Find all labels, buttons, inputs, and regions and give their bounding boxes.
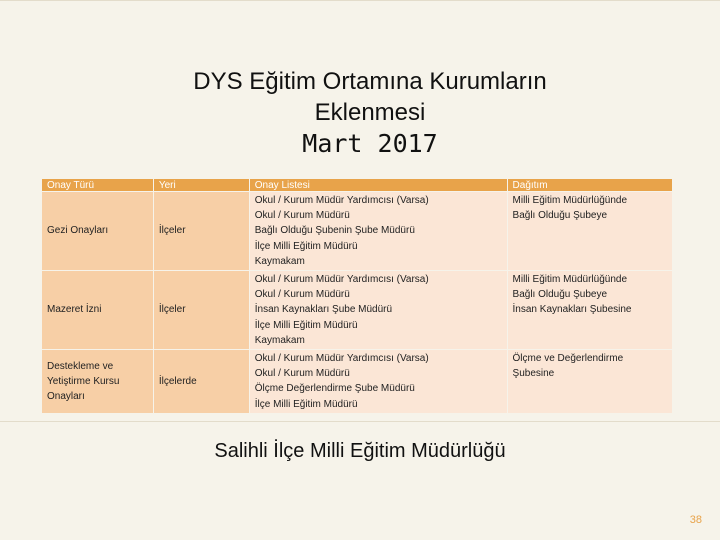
row-approvals <box>249 350 507 414</box>
approval-line: İlçe Milli Eğitim Müdürü <box>254 398 358 410</box>
frame-top-border <box>0 0 720 1</box>
approval-line: Ölçme Değerlendirme Şube Müdürü <box>254 383 415 395</box>
approval-line: Okul / Kurum Müdür Yardımcısı (Varsa) <box>254 353 429 365</box>
header-type: Onay Türü <box>42 179 154 192</box>
row-approvals <box>249 271 507 350</box>
distribution-line: Bağlı Olduğu Şubeye <box>512 289 608 301</box>
distribution-line: Milli Eğitim Müdürlüğünde <box>512 195 628 206</box>
title-line-3: Mart 2017 <box>302 129 438 158</box>
row-approvals <box>249 192 507 271</box>
row-distribution <box>507 350 672 414</box>
approval-line: İnsan Kaynakları Şube Müdürü <box>254 304 393 316</box>
approval-line: Kaymakam <box>254 334 305 346</box>
frame-divider <box>0 421 720 422</box>
distribution-line: Ölçme ve Değerlendirme <box>512 353 624 365</box>
slide-title <box>150 66 590 159</box>
approval-line: İlçe Milli Eğitim Müdürü <box>254 319 358 331</box>
row-place: İlçelerde <box>153 350 249 414</box>
row-place: İlçeler <box>153 271 249 350</box>
approval-line: Kaymakam <box>254 255 305 267</box>
table-row <box>42 192 673 271</box>
distribution-line: Bağlı Olduğu Şubeye <box>512 210 608 222</box>
approval-line: Okul / Kurum Müdürü <box>254 368 350 380</box>
header-distribution: Dağıtım <box>507 179 672 192</box>
title-line-2: Eklenmesi <box>314 99 426 126</box>
table-row <box>42 350 673 414</box>
footer-institution: Salihli İlçe Milli Eğitim Müdürlüğü <box>214 440 506 462</box>
row-distribution <box>507 271 672 350</box>
header-place: Yeri <box>153 179 249 192</box>
title-line-1: DYS Eğitim Ortamına Kurumların <box>193 68 547 95</box>
table-header-row <box>42 179 673 192</box>
table-row <box>42 271 673 350</box>
header-approvals: Onay Listesi <box>249 179 507 192</box>
approval-line: Okul / Kurum Müdür Yardımcısı (Varsa) <box>254 274 429 286</box>
row-type: Gezi Onayları <box>42 192 154 271</box>
row-type: Destekleme ve Yetiştirme Kursu Onayları <box>42 350 154 414</box>
approval-line: İlçe Milli Eğitim Müdürü <box>254 240 358 252</box>
approval-table <box>41 178 673 414</box>
approval-line: Bağlı Olduğu Şubenin Şube Müdürü <box>254 225 415 237</box>
distribution-line: Milli Eğitim Müdürlüğünde <box>512 274 628 286</box>
approval-line: Okul / Kurum Müdürü <box>254 210 350 222</box>
distribution-line: Şubesine <box>512 368 555 380</box>
page-number: 38 <box>689 514 702 526</box>
distribution-line: İnsan Kaynakları Şubesine <box>512 304 632 316</box>
approval-line: Okul / Kurum Müdür Yardımcısı (Varsa) <box>254 195 429 206</box>
approval-line: Okul / Kurum Müdürü <box>254 289 350 301</box>
row-distribution <box>507 192 672 271</box>
row-type: Mazeret İzni <box>42 271 154 350</box>
row-place: İlçeler <box>153 192 249 271</box>
